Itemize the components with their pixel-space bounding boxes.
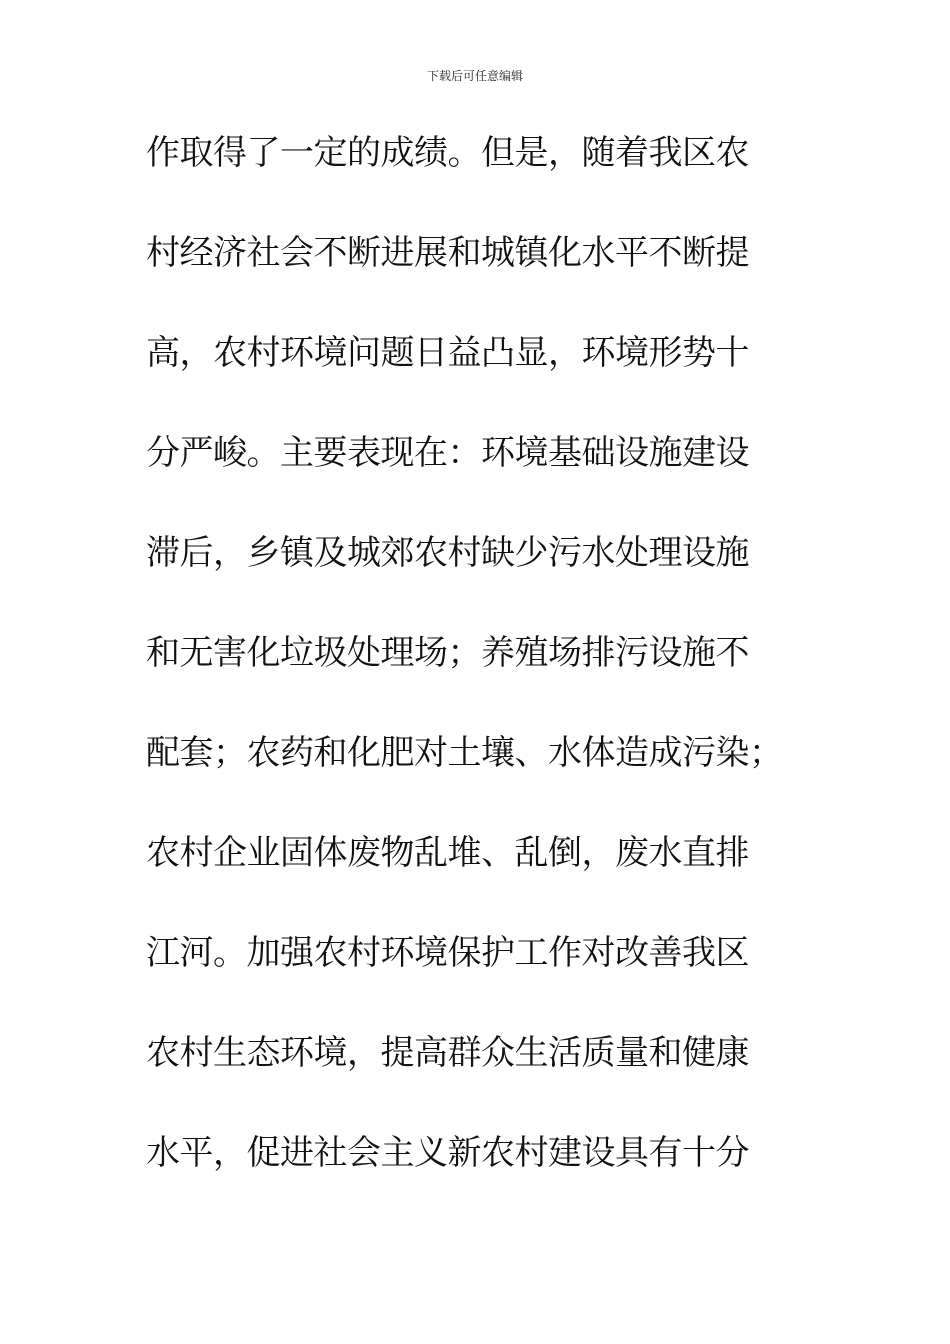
text-line: 村经济社会不断进展和城镇化水平不断提 xyxy=(146,233,749,273)
text-line: 江河。加强农村环境保护工作对改善我区 xyxy=(146,933,749,973)
text-line: 农村企业固体废物乱堆、乱倒，废水直排 xyxy=(146,833,749,873)
text-line: 滞后，乡镇及城郊农村缺少污水处理设施 xyxy=(146,533,749,573)
text-line: 作取得了一定的成绩。但是，随着我区农 xyxy=(146,133,749,173)
text-line: 高，农村环境问题日益凸显，环境形势十 xyxy=(146,333,749,373)
text-line: 和无害化垃圾处理场；养殖场排污设施不 xyxy=(146,633,749,673)
text-line: 水平，促进社会主义新农村建设具有十分 xyxy=(146,1133,749,1173)
body-paragraph xyxy=(146,123,846,1223)
page-header: 下载后可任意编辑 xyxy=(426,69,523,83)
text-line: 农村生态环境，提高群众生活质量和健康 xyxy=(146,1033,749,1073)
text-line: 配套；农药和化肥对土壤、水体造成污染； xyxy=(146,733,783,773)
text-line: 分严峻。主要表现在：环境基础设施建设 xyxy=(146,433,749,473)
